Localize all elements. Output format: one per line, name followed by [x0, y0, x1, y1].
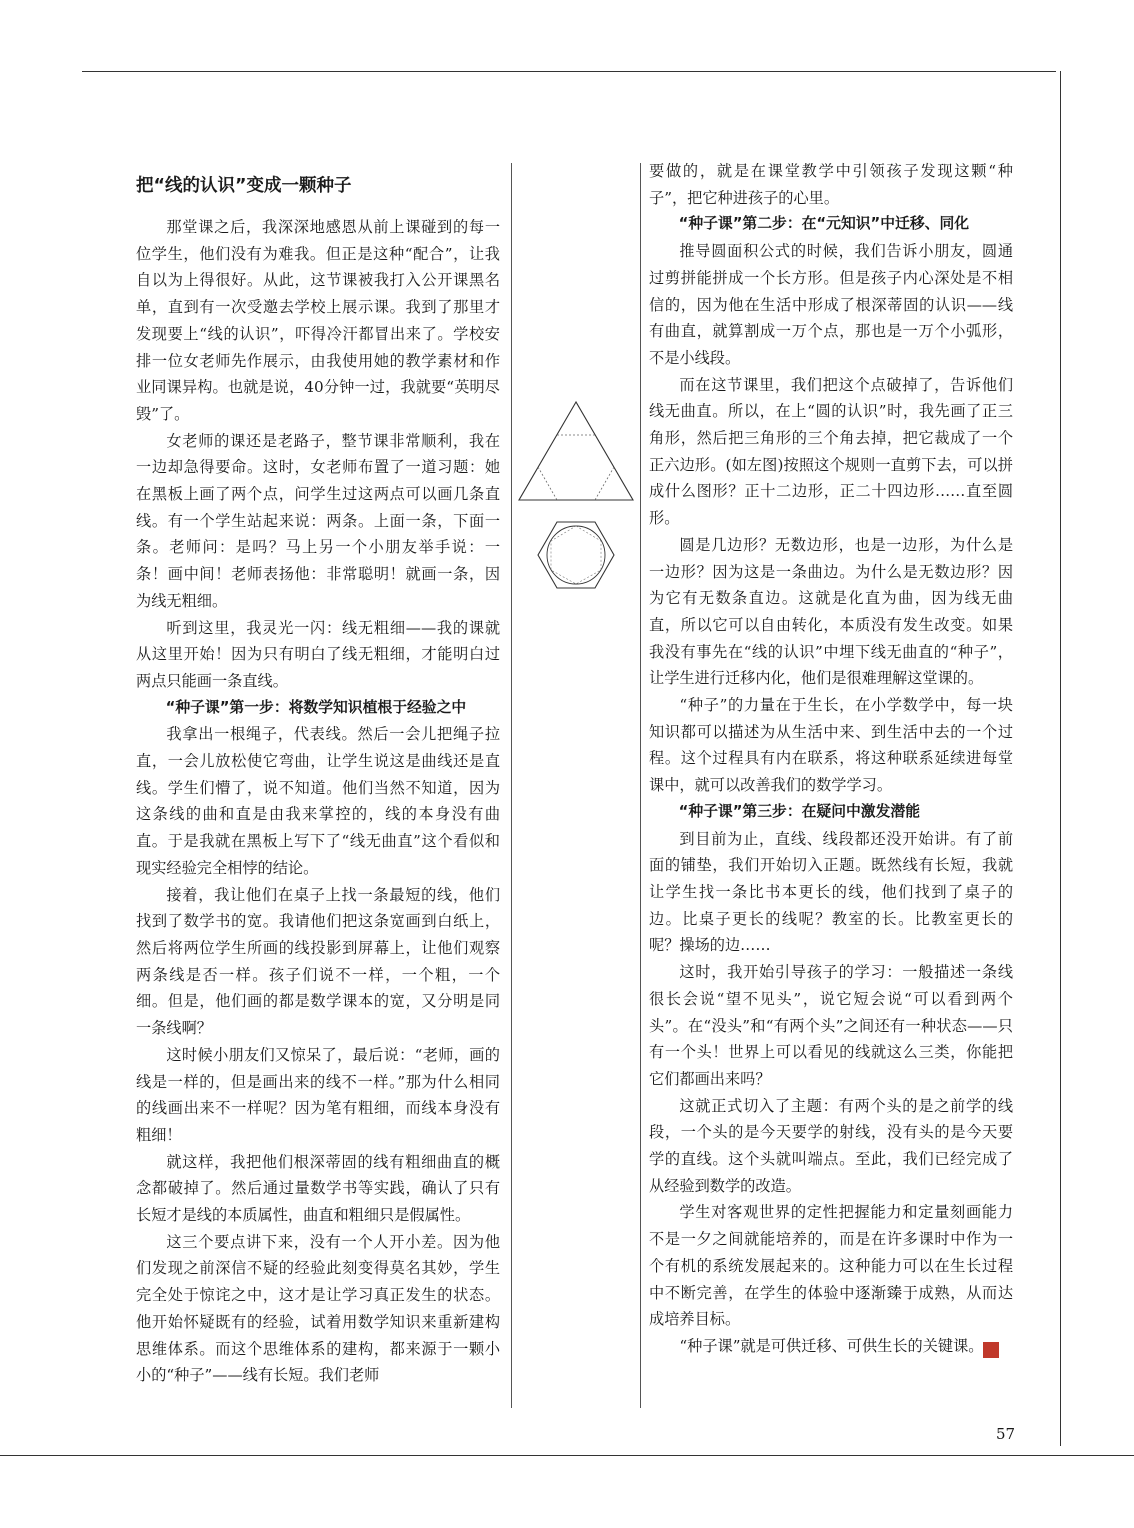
- paragraph: 就这样，我把他们根深蒂固的线有粗细曲直的概念都破掉了。然后通过量数学书等实践，确认了只有长短才是线的本质属性，曲直和粗细只是假属性。: [136, 1152, 500, 1225]
- paragraph: 女老师的课还是老路子，整节课非常顺利，我在一边却急得要命。这时，女老师布置了一道习题：她在黑板上画了两个点，问学生过这两点可以画几条直线。有一个学生站起来说：两条。上面一条，下面一条。老师问：是吗？马上另一个小朋友举手说：一条！画中间！老师表扬他：非常聪明！就画一条，因为线无粗细。: [136, 431, 500, 610]
- closing-text: “种子课”就是可供迁移、可供生长的关键课。: [679, 1336, 984, 1355]
- paragraph: 听到这里，我灵光一闪：线无粗细——我的课就从这里开始！因为只有明白了线无粗细，才能明白过两点只能画一条直线。: [136, 618, 500, 690]
- column-divider-left: [511, 163, 512, 1408]
- paragraph: 学生对客观世界的定性把握能力和定量刻画能力不是一夕之间就能培养的，而是在许多课时中作为一个有机的系统发展起来的。这种能力可以在生长过程中不断完善，在学生的体验中逐渐臻于成熟，从而达成培养目标。: [649, 1203, 1013, 1329]
- section-heading-step3: “种子课”第三步：在疑问中激发潜能: [678, 802, 920, 820]
- paragraph: 接着，我让他们在桌子上找一条最短的线，他们找到了数学书的宽。我请他们把这条宽画到白纸上，然后将两位学生所画的线投影到屏幕上，让他们观察两条线是否一样。孩子们说不一样，一个粗，一个细。但是，他们画的都是数学课本的宽，又分明是同一条线啊？: [136, 885, 500, 1038]
- paragraph: 到目前为止，直线、线段都还没开始讲。有了前面的铺垫，我们开始切入正题。既然线有长短，我就让学生找一条比书本更长的线，他们找到了桌子的边。比桌子更长的线呢？教室的长。比教室更长的呢？操场的边……: [649, 829, 1013, 955]
- paragraph: 我拿出一根绳子，代表线。然后一会儿把绳子拉直，一会儿放松使它弯曲，让学生说这是曲线还是直线。学生们懵了，说不知道。他们当然不知道，因为这条线的曲和直是由我来掌控的，线的本身没有曲直。于是我就在黑板上写下了“线无曲直”这个看似和现实经验完全相悖的结论。: [136, 725, 500, 877]
- closing-paragraph: [649, 1333, 1025, 1360]
- paragraph: 这时候小朋友们又惊呆了，最后说：“老师，画的线是一样的，但是画出来的线不一样。”那为什么相同的线画出来不一样呢？因为笔有粗细，而线本身没有粗细！: [136, 1045, 500, 1144]
- triangle-with-cut-corners-icon: [514, 396, 638, 626]
- left-column: [136, 214, 500, 1389]
- page-number: 57: [996, 1425, 1016, 1443]
- paragraph: 那堂课之后，我深深地感恩从前上课碰到的每一位学生，他们没有为难我。但正是这种“配合”，让我自以为上得很好。从此，这节课被我打入公开课黑名单，直到有一次受邀去学校上展示课。我到了那里才发现要上“线的认识”，吓得冷汗都冒出来了。学校安排一位女老师先作展示，由我使用她的教学素材和作业同课异构。也就是说，40分钟一过，我就要“英明尽毁”了。: [136, 218, 500, 423]
- bottom-rule: [0, 1455, 1134, 1456]
- end-mark-icon: 家: [983, 1342, 999, 1358]
- paragraph: 这时，我开始引导孩子的学习：一般描述一条线很长会说“望不见头”，说它短会说“可以看到两个头”。在“没头”和“有两个头”之间还有一种状态——只有一个头！世界上可以看见的线就这么三类，你能把它们都画出来吗？: [649, 963, 1013, 1088]
- right-rule: [1060, 71, 1061, 1446]
- paragraph: 这就正式切入了主题：有两个头的是之前学的线段，一个头的是今天要学的射线，没有头的是今天要学的直线。这个头就叫端点。至此，我们已经完成了从经验到数学的改造。: [649, 1096, 1013, 1195]
- paragraph: 而在这节课里，我们把这个点破掉了，告诉他们线无曲直。所以，在上“圆的认识”时，我先画了正三角形，然后把三角形的三个角去掉，把它裁成了一个正六边形。(如左图)按照这个规则一直剪下去，可以拼成什么图形？正十二边形，正二十四边形……直至圆形。: [649, 375, 1013, 528]
- column-divider-right: [640, 163, 641, 1408]
- top-rule: [82, 71, 1056, 72]
- paragraph: 圆是几边形？无数边形，也是一边形，为什么是一边形？因为这是一条曲边。为什么是无数边形？因为它有无数条直边。这就是化直为曲，因为线无曲直，所以它可以自由转化，本质没有发生改变。如果我没有事先在“线的认识”中埋下线无曲直的“种子”，让学生进行迁移内化，他们是很难理解这堂课的。: [649, 535, 1013, 688]
- article-title: 把“线的认识”变成一颗种子: [136, 176, 352, 196]
- paragraph: “种子”的力量在于生长，在小学数学中，每一块知识都可以描述为从生活中来、到生活中去的一个过程。这个过程具有内在联系，将这种联系延续进每堂课中，就可以改善我们的数学学习。: [649, 696, 1013, 795]
- paragraph: 这三个要点讲下来，没有一个人开小差。因为他们发现之前深信不疑的经验此刻变得莫名其妙，学生完全处于惊诧之中，这才是让学习真正发生的状态。他开始怀疑既有的经验，试着用数学知识来重新建构思维体系。而这个思维体系的建构，都来源于一颗小小的“种子”——线有长短。我们老师: [136, 1232, 500, 1385]
- section-heading-step1: “种子课”第一步：将数学知识植根于经验之中: [165, 698, 467, 716]
- section-heading-step2: “种子课”第二步：在“元知识”中迁移、同化: [678, 215, 970, 233]
- right-column: [649, 158, 1025, 1360]
- geometry-figure: [514, 396, 638, 626]
- paragraph-continuation: 要做的，就是在课堂教学中引领孩子发现这颗“种子”，把它种进孩子的心里。: [649, 162, 1013, 207]
- paragraph: 推导圆面积公式的时候，我们告诉小朋友，圆通过剪拼能拼成一个长方形。但是孩子内心深处是不相信的，因为他在生活中形成了根深蒂固的认识——线有曲直，就算割成一万个点，那也是一万个小弧形，不是小线段。: [649, 242, 1013, 367]
